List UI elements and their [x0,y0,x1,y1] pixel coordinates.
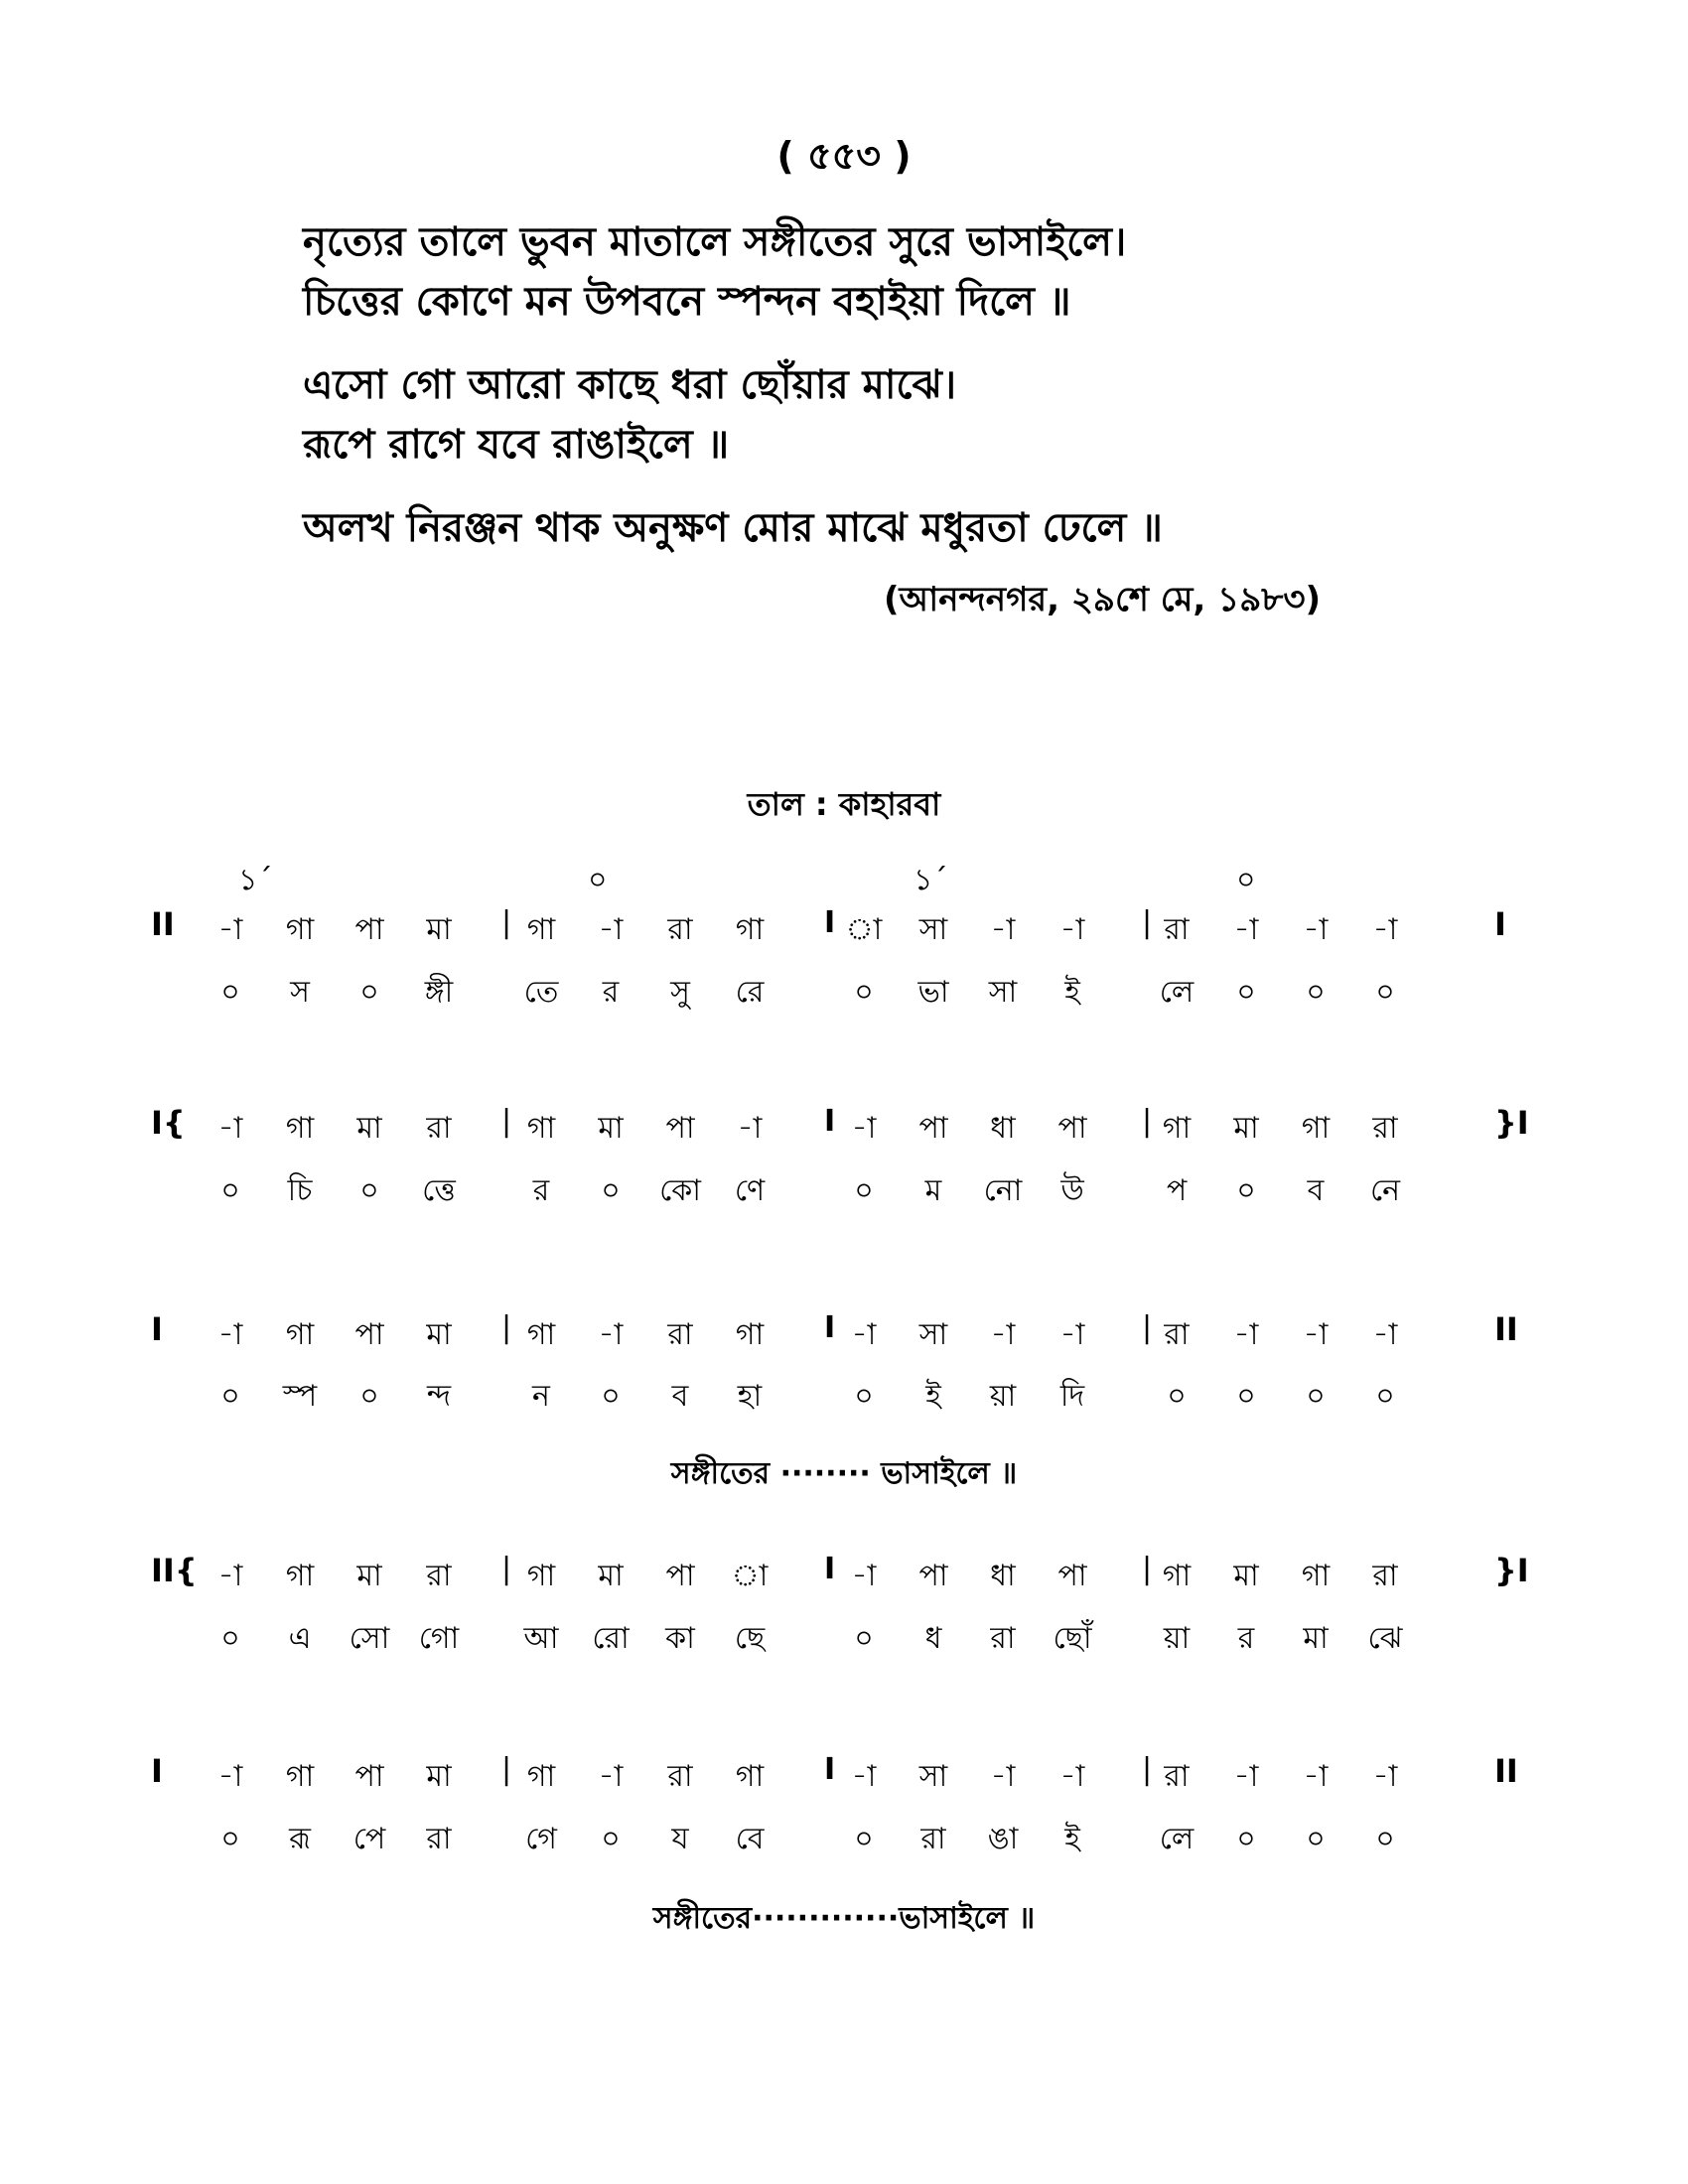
beat-mark-2: ০ [588,863,608,897]
swara-note: -া [851,1759,877,1794]
swara-note: পা [354,912,384,947]
swara-note: পা [918,1111,948,1146]
swara-note: -া [1233,1317,1259,1352]
bol-syllable: রো [592,1621,630,1656]
bol-syllable: ধ [924,1621,942,1656]
bol-syllable: ম [924,1173,942,1208]
beat-divider: | [501,1310,512,1345]
swara-note: -া [851,1559,877,1593]
bol-syllable: য়া [1163,1621,1191,1656]
bol-syllable: মা [1303,1621,1329,1656]
swara-note: রা [1164,1759,1190,1794]
beat-divider: | [501,1552,512,1586]
swara-note: গা [526,1317,556,1352]
beat-divider: | [1142,1752,1153,1787]
bol-syllable: ০ [220,1621,240,1656]
swara-note: সা [918,1317,948,1352]
swara-note: মা [598,1559,624,1593]
swara-note: ধা [990,1559,1016,1593]
swara-note: গা [285,912,315,947]
beat-divider: | [501,905,512,940]
bol-syllable: ০ [220,1822,240,1856]
bol-syllable: ব [671,1379,689,1414]
bol-syllable: ০ [1375,1822,1395,1856]
half-cycle-divider: I [824,905,836,940]
swara-note: -া [990,1759,1016,1794]
bol-syllable: স [290,975,310,1010]
swara-note: গা [285,1759,315,1794]
bol-syllable: ন [532,1379,550,1414]
swara-note: ধা [990,1111,1016,1146]
swara-note: গা [735,912,765,947]
swara-note: মা [426,912,452,947]
swara-note: রা [667,1317,693,1352]
bol-syllable: ০ [1236,1379,1256,1414]
swara-note: মা [426,1759,452,1794]
bol-syllable: উ [1060,1173,1084,1208]
swara-note: গা [285,1317,315,1352]
bol-row [0,1372,1688,1432]
swara-note: -া [217,1759,243,1794]
bol-syllable: ০ [854,1621,874,1656]
swara-note: রা [1164,912,1190,947]
bol-syllable: ০ [1236,1822,1256,1856]
half-cycle-divider: I [824,1552,836,1586]
row-start-mark: I [151,1310,163,1348]
swara-note: মা [356,1559,382,1593]
row-end-mark: }I [1494,1104,1529,1142]
swara-note: মা [598,1111,624,1146]
swara-note: গা [285,1559,315,1593]
swara-note: গা [1162,1111,1192,1146]
swara-note: পা [918,1559,948,1593]
row-start-mark: II{ [151,1552,198,1589]
beat-divider: | [501,1104,512,1139]
tala-heading: তাল : কাহারবা [747,785,941,823]
bol-syllable: রা [426,1822,452,1856]
swara-note: রা [667,912,693,947]
swara-note: -া [1372,912,1398,947]
beat-divider: | [501,1752,512,1787]
bol-syllable: ণে [734,1173,766,1208]
half-cycle-divider: I [824,1310,836,1345]
half-cycle-divider: I [824,1752,836,1787]
bol-syllable: নে [1369,1173,1401,1208]
bol-syllable: ০ [601,1379,621,1414]
lyric-line-5: অলখ নিরঞ্জন থাক অনুক্ষণ মোর মাঝে মধুরতা ঢেলে ॥ [303,505,1163,551]
beat-divider: | [1142,1104,1153,1139]
swara-note: রা [426,1111,452,1146]
bol-syllable: ০ [1375,975,1395,1010]
swara-note: -া [217,912,243,947]
bol-syllable: সু [670,975,690,1010]
bol-syllable: গে [525,1822,557,1856]
bol-syllable: ০ [359,975,379,1010]
bol-syllable: ০ [1236,1173,1256,1208]
swara-note: -া [1059,1759,1085,1794]
bol-syllable: লে [1159,1822,1195,1856]
swara-note: -া [217,1111,243,1146]
swara-note: -া [598,1317,624,1352]
bol-syllable: ০ [854,1173,874,1208]
bol-syllable: প [1166,1173,1188,1208]
row-end-mark: }I [1494,1552,1529,1589]
bol-syllable: পে [352,1822,386,1856]
bol-syllable: ন্দ [426,1379,452,1414]
bol-syllable: কা [665,1621,695,1656]
row-end-mark: II [1494,1310,1518,1348]
bol-syllable: র [1237,1621,1255,1656]
row-start-mark: I [151,1752,163,1790]
swara-note: পা [1057,1111,1087,1146]
bol-syllable: ০ [601,1822,621,1856]
swara-note: মা [356,1111,382,1146]
refrain-line-1: সঙ্গীতের ········ ভাসাইলে ॥ [670,1456,1018,1491]
half-cycle-divider: I [824,1104,836,1139]
swara-note: -া [990,1317,1016,1352]
swara-note: গা [1301,1111,1331,1146]
bol-syllable: ০ [854,975,874,1010]
bol-syllable: গো [418,1621,460,1656]
bol-syllable: ০ [359,1173,379,1208]
swara-note: া [731,1559,769,1593]
lyric-line-4: রূপে রাগে যবে রাঙাইলে ॥ [303,422,730,468]
swara-note: রা [1372,1559,1398,1593]
swara-note: পা [665,1111,695,1146]
swara-note: -া [1303,912,1329,947]
bol-syllable: ই [1064,1822,1080,1856]
swara-note: -া [217,1317,243,1352]
bol-syllable: ০ [359,1379,379,1414]
lyric-line-3: এসো গো আরো কাছে ধরা ছোঁয়ার মাঝে। [303,362,957,408]
bol-row [0,1815,1688,1874]
swara-note: গা [526,1559,556,1593]
swara-note: পা [665,1559,695,1593]
swara-note: -া [1303,1317,1329,1352]
swara-note: -া [1059,912,1085,947]
bol-syllable: দি [1059,1379,1085,1414]
swara-note: রা [667,1759,693,1794]
bol-syllable: আ [523,1621,559,1656]
swara-row [0,1752,1688,1812]
bol-syllable: ই [925,1379,941,1414]
bol-syllable: ০ [601,1173,621,1208]
swara-note: মা [1233,1111,1259,1146]
bol-syllable: বে [735,1822,765,1856]
bol-syllable: রে [735,975,765,1010]
swara-note: -া [217,1559,243,1593]
swara-note: গা [526,912,556,947]
bol-syllable: ০ [1236,975,1256,1010]
bol-syllable: ০ [854,1822,874,1856]
lyric-line-2: চিত্তের কোণে মন উপবনে স্পন্দন বহাইয়া দিলে ॥ [303,279,1071,325]
row-end-mark: I [1494,905,1506,943]
swara-row [0,1310,1688,1370]
bol-syllable: র [532,1173,550,1208]
bol-syllable: নো [983,1173,1023,1208]
swara-note: গা [735,1759,765,1794]
bol-syllable: ত্তে [422,1173,456,1208]
swara-row [0,1552,1688,1611]
bol-syllable: ০ [1306,1379,1326,1414]
bol-syllable: ঙ্গী [424,975,454,1010]
swara-note: গা [526,1111,556,1146]
swara-note: পা [1057,1559,1087,1593]
swara-note: গা [1162,1559,1192,1593]
swara-note: গা [526,1759,556,1794]
swara-note: -া [851,1317,877,1352]
bol-syllable: ই [1064,975,1080,1010]
beat-mark-4: ০ [1236,863,1256,897]
bol-syllable: ০ [1375,1379,1395,1414]
page-number: ( ৫৫৩ ) [776,134,912,178]
bol-row [0,968,1688,1027]
swara-note: -া [1372,1759,1398,1794]
swara-note: মা [1233,1559,1259,1593]
swara-note: -া [1059,1317,1085,1352]
swara-note: মা [426,1317,452,1352]
bol-syllable: য [671,1822,689,1856]
bol-syllable: সা [988,975,1018,1010]
bol-syllable: রূ [289,1822,311,1856]
bol-syllable: ০ [1306,975,1326,1010]
bol-syllable: ০ [220,1379,240,1414]
swara-note: রা [1164,1317,1190,1352]
bol-row [0,1166,1688,1226]
swara-note: -া [1233,912,1259,947]
beat-divider: | [1142,1310,1153,1345]
swara-note: পা [354,1317,384,1352]
swara-note: -া [990,912,1016,947]
swara-note: -া [1233,1759,1259,1794]
swara-row [0,905,1688,965]
bol-syllable: কো [659,1173,701,1208]
bol-syllable: ছোঁ [1053,1621,1092,1656]
bol-syllable: য়া [989,1379,1017,1414]
swara-note: রা [1372,1111,1398,1146]
bol-syllable: তে [523,975,559,1010]
bol-syllable: চি [287,1173,313,1208]
swara-note: -া [851,1111,877,1146]
swara-note: সা [918,912,948,947]
bol-syllable: ০ [854,1379,874,1414]
bol-row [0,1614,1688,1674]
swara-note: পা [354,1759,384,1794]
swara-note: গা [1301,1559,1331,1593]
swara-note: -া [598,912,624,947]
swara-note: া [845,912,883,947]
bol-syllable: রা [920,1822,946,1856]
swara-note: -া [1372,1317,1398,1352]
beat-mark-1: ১´ [238,863,273,897]
refrain-line-2: সঙ্গীতের·············ভাসাইলে ॥ [652,1901,1036,1936]
bol-syllable: ঙা [987,1822,1019,1856]
composition-place-date: (আনন্দনগর, ২৯শে মে, ১৯৮৩) [884,580,1321,619]
row-end-mark: II [1494,1752,1518,1790]
bol-syllable: ০ [1306,1822,1326,1856]
lyric-line-1: নৃত্যের তালে ভুবন মাতালে সঙ্গীতের সুরে ভাসাইলে। [303,219,1127,265]
swara-note: -া [737,1111,763,1146]
swara-note: রা [426,1559,452,1593]
swara-note: -া [598,1759,624,1794]
bol-syllable: র [602,975,620,1010]
bol-syllable: ব [1307,1173,1325,1208]
swara-note: গা [285,1111,315,1146]
beat-mark-3: ১´ [914,863,948,897]
bol-syllable: সো [349,1621,390,1656]
beat-divider: | [1142,1552,1153,1586]
beat-divider: | [1142,905,1153,940]
swara-note: সা [918,1759,948,1794]
bol-syllable: ০ [1167,1379,1187,1414]
bol-syllable: লে [1159,975,1195,1010]
swara-row [0,1104,1688,1163]
swara-note: -া [1303,1759,1329,1794]
bol-syllable: এ [288,1621,312,1656]
bol-syllable: ০ [220,1173,240,1208]
bol-syllable: ছে [734,1621,766,1656]
swara-note: গা [735,1317,765,1352]
row-start-mark: II [151,905,175,943]
bol-syllable: ০ [220,975,240,1010]
bol-syllable: হা [737,1379,763,1414]
bol-syllable: ঝে [1367,1621,1403,1656]
row-start-mark: I{ [151,1104,186,1142]
bol-syllable: ভা [917,975,949,1010]
bol-syllable: স্প [282,1379,318,1414]
bol-syllable: রা [990,1621,1016,1656]
